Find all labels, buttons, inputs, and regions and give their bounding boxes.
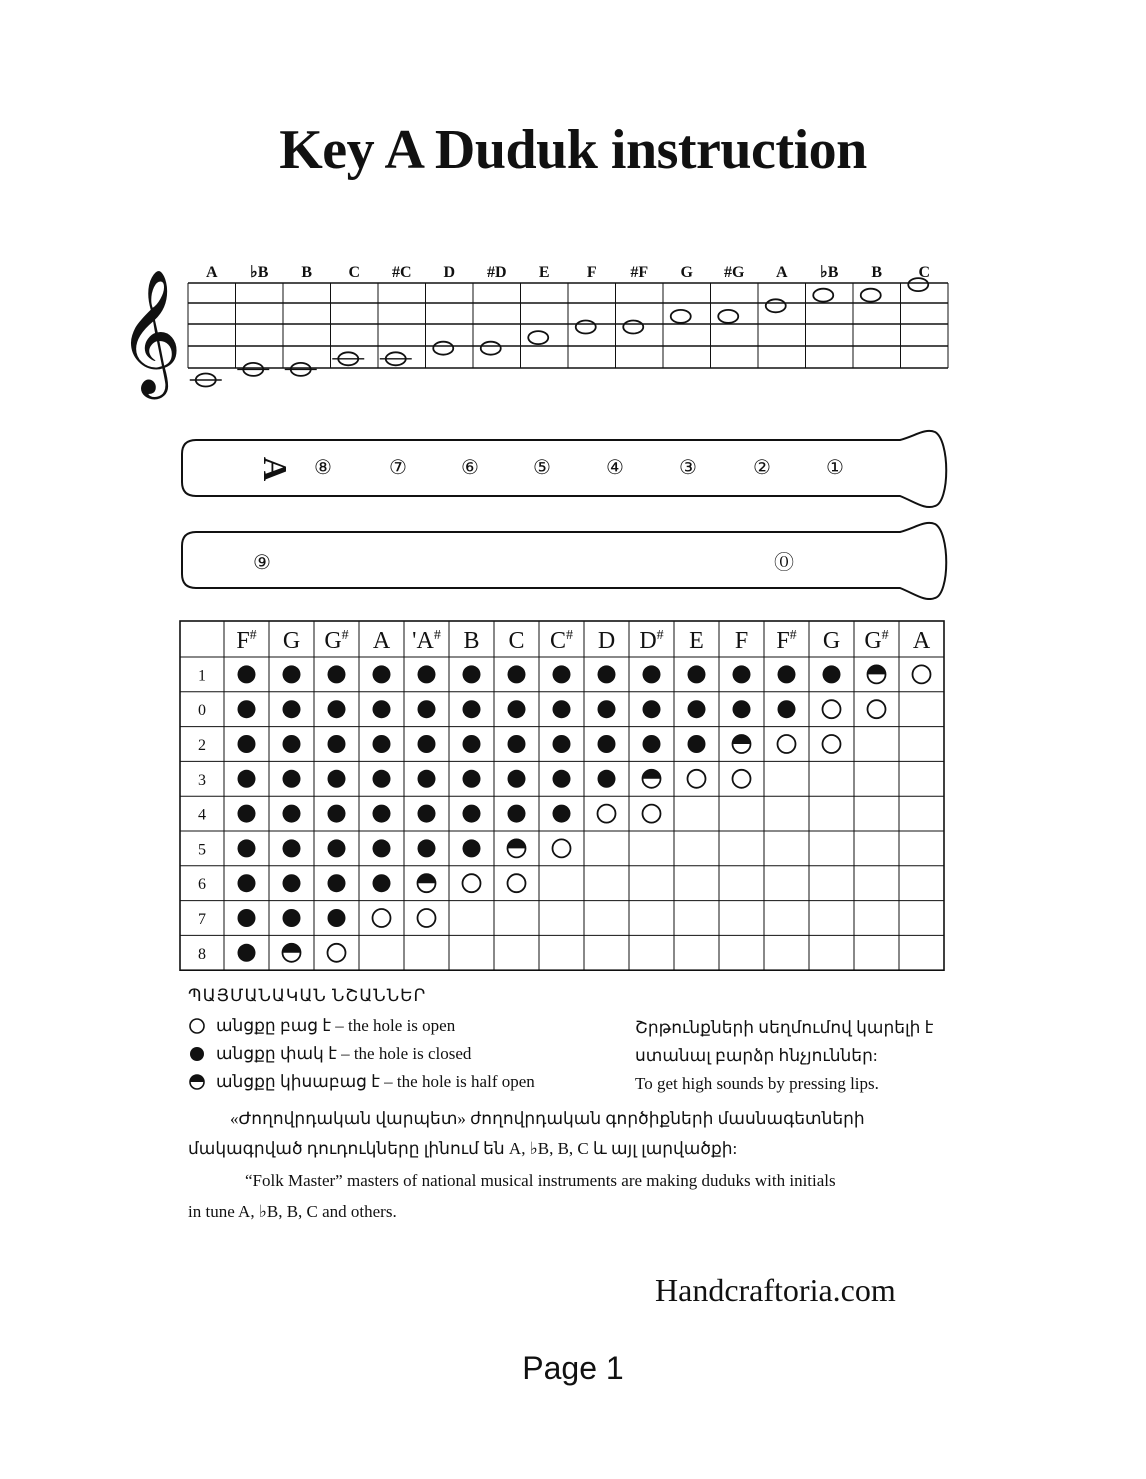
note-header: A bbox=[372, 628, 391, 654]
note-name: #C bbox=[391, 264, 412, 281]
closed-hole-icon bbox=[643, 700, 661, 718]
staff-notation bbox=[110, 250, 960, 400]
closed-hole-icon bbox=[328, 700, 346, 718]
closed-hole-icon bbox=[188, 1045, 210, 1063]
closed-hole-icon bbox=[598, 770, 616, 788]
legend-closed bbox=[188, 1040, 535, 1068]
closed-hole-icon bbox=[328, 770, 346, 788]
open-hole-icon bbox=[463, 874, 481, 892]
note-header: A bbox=[912, 628, 931, 654]
note-name: #F bbox=[630, 264, 649, 281]
note-header: 'A# bbox=[412, 628, 441, 654]
closed-hole-icon bbox=[238, 874, 256, 892]
open-hole-icon bbox=[418, 909, 436, 927]
note-header: E bbox=[689, 628, 704, 654]
closed-hole-icon bbox=[463, 665, 481, 683]
open-hole-icon bbox=[508, 874, 526, 892]
hole-label: 0 bbox=[198, 702, 206, 720]
open-hole-icon bbox=[553, 839, 571, 857]
front-hole-number: ② bbox=[753, 455, 771, 479]
closed-hole-icon bbox=[283, 805, 301, 823]
note-name: #D bbox=[486, 264, 507, 281]
half-open-hole-icon bbox=[418, 874, 436, 892]
front-hole-number: ⑥ bbox=[461, 455, 479, 479]
closed-hole-icon bbox=[508, 735, 526, 753]
hole-label: 7 bbox=[198, 911, 206, 928]
duduk-back-body bbox=[182, 523, 946, 599]
closed-hole-icon bbox=[328, 665, 346, 683]
high-sounds-line-1: Շրթունքների սեղմումով կարելի է bbox=[635, 1018, 934, 1037]
closed-hole-icon bbox=[463, 735, 481, 753]
hole-label: 3 bbox=[198, 771, 206, 789]
closed-hole-icon bbox=[733, 665, 751, 683]
closed-hole-icon bbox=[328, 805, 346, 823]
closed-hole-icon bbox=[643, 735, 661, 753]
closed-hole-icon bbox=[598, 735, 616, 753]
open-hole-icon bbox=[643, 805, 661, 823]
closed-hole-icon bbox=[733, 700, 751, 718]
closed-hole-icon bbox=[418, 735, 436, 753]
closed-hole-icon bbox=[238, 909, 256, 927]
treble-clef-icon: 𝄞 bbox=[118, 269, 182, 394]
closed-hole-icon bbox=[283, 839, 301, 857]
site-name: Handcraftoria.com bbox=[655, 1272, 896, 1308]
high-sounds-note bbox=[635, 1014, 933, 1098]
closed-hole-icon bbox=[823, 665, 841, 683]
closed-hole-icon bbox=[328, 735, 346, 753]
note-name: C bbox=[348, 264, 361, 281]
note-header: D# bbox=[639, 628, 664, 654]
closed-hole-icon bbox=[283, 665, 301, 683]
legend bbox=[188, 1012, 535, 1096]
half-open-hole-icon bbox=[733, 735, 751, 753]
page-title: Key A Duduk instruction bbox=[279, 119, 867, 181]
closed-hole-icon bbox=[328, 874, 346, 892]
whole-note bbox=[576, 321, 596, 334]
closed-hole-icon bbox=[238, 805, 256, 823]
duduk-diagram bbox=[180, 420, 950, 600]
note-header: C# bbox=[549, 628, 574, 654]
closed-hole-icon bbox=[778, 700, 796, 718]
closed-hole-icon bbox=[238, 700, 256, 718]
open-hole-icon bbox=[868, 700, 886, 718]
whole-note bbox=[528, 331, 548, 344]
half-open-hole-icon bbox=[643, 770, 661, 788]
note-header: G bbox=[282, 628, 301, 654]
closed-hole-icon bbox=[283, 735, 301, 753]
open-hole-icon bbox=[598, 805, 616, 823]
closed-hole-icon bbox=[688, 700, 706, 718]
note-name: ♭B bbox=[250, 264, 269, 281]
note-name: A bbox=[775, 264, 788, 281]
closed-hole-icon bbox=[373, 805, 391, 823]
back-hole-number: ⑨ bbox=[253, 550, 271, 574]
note-header: D bbox=[597, 628, 616, 654]
closed-hole-icon bbox=[688, 665, 706, 683]
legend-open-text: անցքը բաց է – the hole is open bbox=[216, 1016, 456, 1035]
whole-note bbox=[433, 342, 453, 355]
closed-hole-icon bbox=[373, 874, 391, 892]
closed-hole-icon bbox=[553, 770, 571, 788]
closed-hole-icon bbox=[463, 839, 481, 857]
whole-note bbox=[861, 289, 881, 302]
open-hole-icon bbox=[823, 700, 841, 718]
closed-hole-icon bbox=[418, 665, 436, 683]
closed-hole-icon bbox=[778, 665, 796, 683]
front-hole-number: ⑧ bbox=[314, 455, 332, 479]
whole-note bbox=[623, 321, 643, 334]
closed-hole-icon bbox=[463, 700, 481, 718]
note-header: F bbox=[734, 628, 749, 654]
hole-label: 8 bbox=[198, 945, 206, 963]
note-name: B bbox=[871, 264, 883, 281]
closed-hole-icon bbox=[553, 735, 571, 753]
paragraph-english-line-1: “Folk Master” masters of national musical instruments are making duduks with initials bbox=[245, 1171, 836, 1190]
closed-hole-icon bbox=[418, 770, 436, 788]
high-sounds-line-2: ստանալ բարձր հնչյուններ: bbox=[635, 1046, 878, 1065]
closed-hole-icon bbox=[463, 770, 481, 788]
whole-note bbox=[481, 342, 501, 355]
closed-hole-icon bbox=[283, 874, 301, 892]
note-header: F# bbox=[776, 628, 797, 654]
page-number: Page 1 bbox=[522, 1350, 624, 1386]
closed-hole-icon bbox=[553, 665, 571, 683]
note-header: F# bbox=[236, 628, 257, 654]
hole-label: 4 bbox=[198, 806, 206, 824]
hole-label: 5 bbox=[198, 841, 206, 859]
note-name: E bbox=[538, 264, 550, 281]
closed-hole-icon bbox=[463, 805, 481, 823]
closed-hole-icon bbox=[553, 805, 571, 823]
half-open-hole-icon bbox=[868, 665, 886, 683]
closed-hole-icon bbox=[373, 665, 391, 683]
closed-hole-icon bbox=[418, 700, 436, 718]
whole-note bbox=[718, 310, 738, 323]
front-hole-number: ④ bbox=[606, 455, 624, 479]
open-hole-icon bbox=[733, 770, 751, 788]
paragraph-armenian-line-2: մակագրված դուդուկները լինում են A, ♭B, B, C և այլ լարվածքի: bbox=[188, 1139, 738, 1158]
note-name: D bbox=[443, 264, 456, 281]
open-hole-icon bbox=[913, 665, 931, 683]
whole-note bbox=[766, 299, 786, 312]
note-name: ♭B bbox=[820, 264, 839, 281]
note-header: G# bbox=[324, 628, 349, 654]
closed-hole-icon bbox=[508, 805, 526, 823]
note-header: B bbox=[463, 628, 480, 654]
half-open-hole-icon bbox=[283, 944, 301, 962]
hole-label: 2 bbox=[198, 737, 206, 754]
note-header: G# bbox=[864, 628, 889, 654]
closed-hole-icon bbox=[598, 665, 616, 683]
closed-hole-icon bbox=[238, 735, 256, 753]
note-name: C bbox=[918, 264, 931, 281]
hole-label: 1 bbox=[198, 667, 206, 685]
open-hole-icon bbox=[328, 944, 346, 962]
half-open-hole-icon bbox=[188, 1073, 210, 1091]
half-open-hole-icon bbox=[508, 839, 526, 857]
closed-hole-icon bbox=[508, 770, 526, 788]
note-header: G bbox=[822, 628, 841, 654]
closed-hole-icon bbox=[238, 770, 256, 788]
front-hole-number: ⑦ bbox=[389, 455, 407, 479]
closed-hole-icon bbox=[328, 909, 346, 927]
legend-half-text: անցքը կիսաբաց է – the hole is half open bbox=[216, 1072, 535, 1091]
fingering-chart bbox=[178, 620, 948, 980]
note-name: A bbox=[205, 264, 218, 281]
closed-hole-icon bbox=[553, 700, 571, 718]
legend-heading: ՊԱՅՄԱՆԱԿԱՆ ՆՇԱՆՆԵՐ bbox=[188, 986, 427, 1005]
front-hole-number: ③ bbox=[679, 455, 697, 479]
hole-label: 6 bbox=[198, 876, 206, 894]
closed-hole-icon bbox=[508, 665, 526, 683]
closed-hole-icon bbox=[508, 700, 526, 718]
note-name: B bbox=[301, 264, 313, 281]
closed-hole-icon bbox=[418, 805, 436, 823]
closed-hole-icon bbox=[373, 770, 391, 788]
closed-hole-icon bbox=[643, 665, 661, 683]
duduk-key-letter: A bbox=[256, 456, 293, 482]
open-hole-icon bbox=[688, 770, 706, 788]
closed-hole-icon bbox=[283, 770, 301, 788]
closed-hole-icon bbox=[373, 839, 391, 857]
whole-note bbox=[671, 310, 691, 323]
closed-hole-icon bbox=[328, 839, 346, 857]
legend-open bbox=[188, 1012, 535, 1040]
closed-hole-icon bbox=[373, 735, 391, 753]
open-hole-icon bbox=[373, 909, 391, 927]
legend-closed-text: անցքը փակ է – the hole is closed bbox=[216, 1044, 472, 1063]
closed-hole-icon bbox=[373, 700, 391, 718]
whole-note bbox=[813, 289, 833, 302]
high-sounds-line-3: To get high sounds by pressing lips. bbox=[635, 1074, 879, 1093]
open-hole-icon bbox=[188, 1017, 210, 1035]
front-hole-number: ① bbox=[826, 455, 844, 479]
closed-hole-icon bbox=[283, 700, 301, 718]
closed-hole-icon bbox=[238, 944, 256, 962]
back-hole-number: ⓪ bbox=[774, 550, 794, 574]
note-name: F bbox=[586, 264, 597, 281]
closed-hole-icon bbox=[238, 839, 256, 857]
paragraph-english-line-2: in tune A, ♭B, B, C and others. bbox=[188, 1202, 397, 1221]
closed-hole-icon bbox=[418, 839, 436, 857]
closed-hole-icon bbox=[688, 735, 706, 753]
open-hole-icon bbox=[823, 735, 841, 753]
note-name: G bbox=[680, 264, 693, 281]
legend-half bbox=[188, 1068, 535, 1096]
closed-hole-icon bbox=[238, 665, 256, 683]
closed-hole-icon bbox=[598, 700, 616, 718]
note-name: #G bbox=[724, 264, 745, 281]
closed-hole-icon bbox=[283, 909, 301, 927]
note-header: C bbox=[508, 628, 525, 654]
open-hole-icon bbox=[778, 735, 796, 753]
paragraph-armenian-line-1: «Ժողովրդական վարպետ» ժողովրդական գործիքների մասնագետների bbox=[230, 1109, 865, 1128]
front-hole-number: ⑤ bbox=[533, 455, 551, 479]
